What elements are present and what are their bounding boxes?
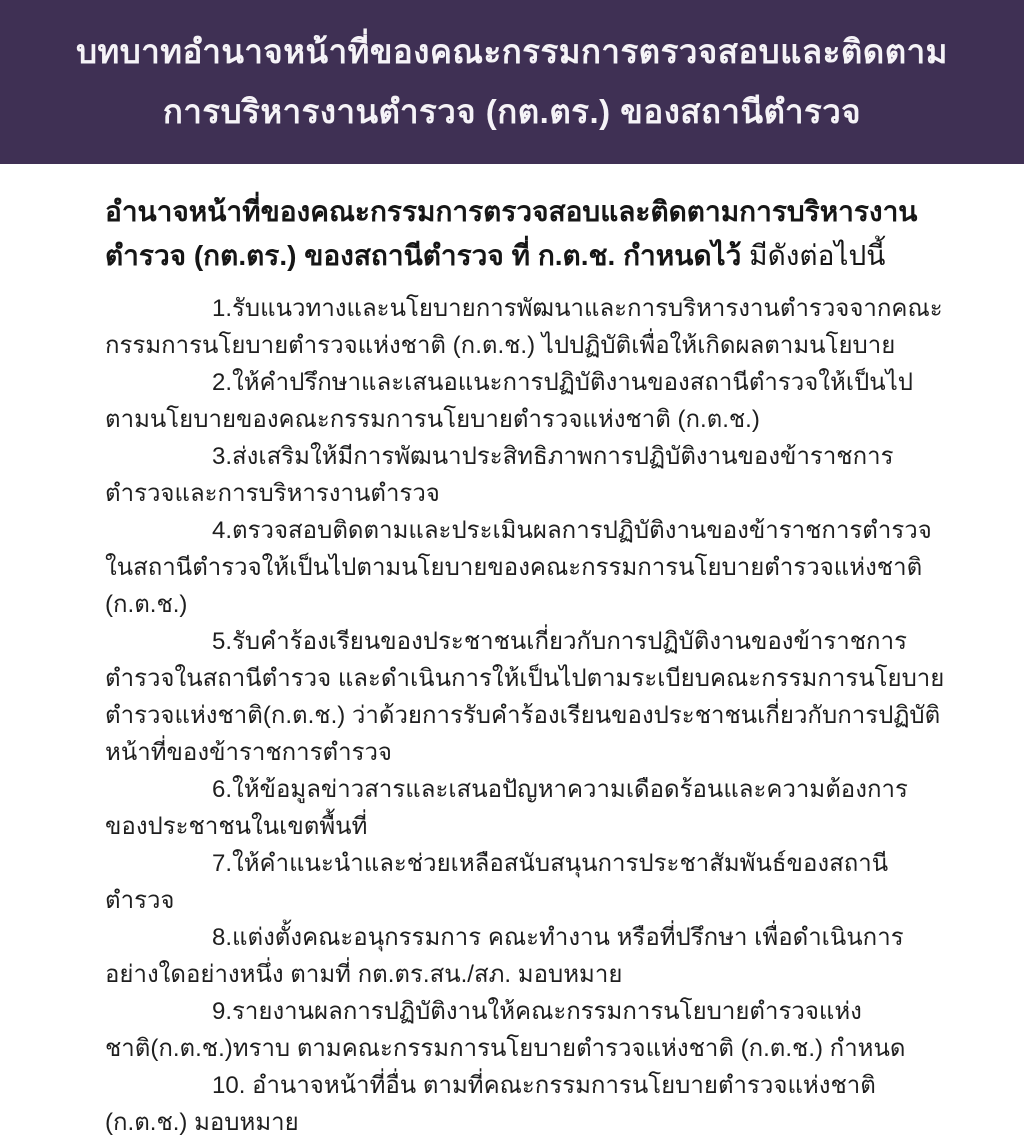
intro-heading-bold: อำนาจหน้าที่ของคณะกรรมการตรวจสอบและติดตามการบริหารงานตำรวจ (กต.ตร.) ของสถานีตำรวจ ที่ ก.ต.ช. กำหนดไว้ — [105, 196, 918, 271]
duty-list — [105, 290, 948, 1141]
title-banner — [0, 0, 1024, 164]
title-line-2: การบริหารงานตำรวจ (กต.ตร.) ของสถานีตำรวจ — [162, 93, 862, 130]
list-item: 2.ให้คำปรึกษาและเสนอแนะการปฏิบัติงานของสถานีตำรวจให้เป็นไปตามนโยบายของคณะกรรมการนโยบายตำรวจแห่งชาติ (ก.ต.ช.) — [105, 369, 913, 433]
intro-heading — [105, 190, 948, 278]
list-item: 9.รายงานผลการปฏิบัติงานให้คณะกรรมการนโยบายตำรวจแห่งชาติ(ก.ต.ช.)ทราบ ตามคณะกรรมการนโยบายตำรวจแห่งชาติ (ก.ต.ช.) กำหนด — [105, 998, 906, 1062]
list-item: 1.รับแนวทางและนโยบายการพัฒนาและการบริหารงานตำรวจจากคณะกรรมการนโยบายตำรวจแห่งชาติ (ก.ต.ช.) ไปปฏิบัติเพื่อให้เกิดผลตามนโยบาย — [105, 295, 943, 359]
list-item: 5.รับคำร้องเรียนของประชาชนเกี่ยวกับการปฏิบัติงานของข้าราชการตำรวจในสถานีตำรวจ และดำเนินการให้เป็นไปตามระเบียบคณะกรรมการนโยบายตำรวจแห่งชาติ(ก.ต.ช.) ว่าด้วยการรับคำร้องเรียนของประชาชนเกี่ยวกับการปฏิบัติหน้าที่ของข้าราชการตำรวจ — [105, 628, 945, 766]
document-body — [0, 190, 1024, 1141]
list-item: 8.แต่งตั้งคณะอนุกรรมการ คณะทำงาน หรือที่ปรึกษา เพื่อดำเนินการอย่างใดอย่างหนึ่ง ตามที่ กต.ตร.สน./สภ. มอบหมาย — [105, 924, 904, 988]
list-item: 7.ให้คำแนะนำและช่วยเหลือสนับสนุนการประชาสัมพันธ์ของสถานีตำรวจ — [105, 850, 889, 914]
list-item: 4.ตรวจสอบติดตามและประเมินผลการปฏิบัติงานของข้าราชการตำรวจในสถานีตำรวจให้เป็นไปตามนโยบายของคณะกรรมการนโยบายตำรวจแห่งชาติ (ก.ต.ช.) — [105, 517, 932, 618]
intro-heading-tail: มีดังต่อไปนี้ — [741, 240, 886, 271]
list-item: 3.ส่งเสริมให้มีการพัฒนาประสิทธิภาพการปฏิบัติงานของข้าราชการตำรวจและการบริหารงานตำรวจ — [105, 443, 894, 507]
title-line-1: บทบาทอำนาจหน้าที่ของคณะกรรมการตรวจสอบและติดตาม — [76, 33, 948, 70]
list-item: 10. อำนาจหน้าที่อื่น ตามที่คณะกรรมการนโยบายตำรวจแห่งชาติ (ก.ต.ช.) มอบหมาย — [105, 1072, 876, 1136]
list-item: 6.ให้ข้อมูลข่าวสารและเสนอปัญหาความเดือดร้อนและความต้องการของประชาชนในเขตพื้นที่ — [105, 776, 908, 840]
